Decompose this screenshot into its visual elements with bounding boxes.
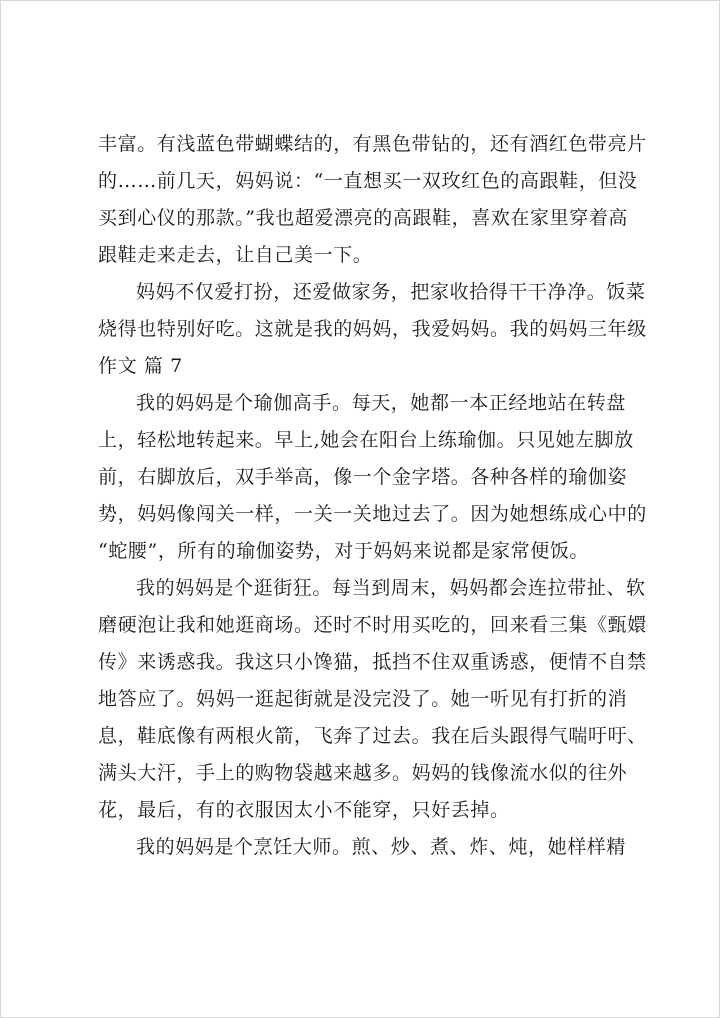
text-line: 的……前几天，妈妈说：“一直想买一双玫红色的高跟鞋，但没 — [98, 170, 638, 192]
text-line: 我的妈妈是个瑜伽高手。每天，她都一本正经地站在转盘 — [136, 392, 627, 414]
text-line: 作文 篇 7 — [98, 355, 183, 377]
text-line: 花，最后，有的衣服因太小不能穿，只好丢掉。 — [98, 799, 510, 821]
text-line: 上，轻松地转起来。早上,她会在阳台上练瑜伽。只见她左脚放 — [98, 429, 634, 451]
text-line: 息，鞋底像有两根火箭，飞奔了过去。我在后头跟得气喘吁吁、 — [98, 725, 647, 747]
text-line: 烧得也特别好吃。这就是我的妈妈，我爱妈妈。我的妈妈三年级 — [98, 318, 647, 340]
text-line: “蛇腰”，所有的瑜伽姿势，对于妈妈来说都是家常便饭。 — [98, 540, 590, 562]
text-line: 满头大汗，手上的购物袋越来越多。妈妈的钱像流水似的往外 — [98, 762, 628, 784]
text-line: 我的妈妈是个逛街狂。每当到周末，妈妈都会连拉带扯、软 — [136, 577, 646, 599]
text-line: 传》来诱惑我。我这只小馋猫，抵挡不住双重诱惑，便情不自禁 — [98, 651, 647, 673]
text-line: 磨硬泡让我和她逛商场。还时不时用买吃的，回来看三集《甄嬛 — [98, 614, 647, 636]
text-line: 妈妈不仅爱打扮，还爱做家务，把家收拾得干干净净。饭菜 — [136, 281, 646, 303]
text-line: 买到心仪的那款。”我也超爱漂亮的高跟鞋，喜欢在家里穿着高 — [98, 207, 629, 229]
text-line: 丰富。有浅蓝色带蝴蝶结的，有黑色带钻的，还有酒红色带亮片 — [98, 133, 647, 155]
text-line: 前，右脚放后，双手举高，像一个金字塔。各种各样的瑜伽姿 — [98, 466, 628, 488]
text-line: 势，妈妈像闯关一样，一关一关地过去了。因为她想练成心中的 — [98, 503, 647, 525]
document-body — [98, 126, 646, 866]
text-line: 跟鞋走来走去，让自己美一下。 — [98, 244, 373, 266]
text-line: 地答应了。妈妈一逛起街就是没完没了。她一听见有打折的消 — [98, 688, 628, 710]
text-line: 我的妈妈是个烹饪大师。煎、炒、煮、炸、炖，她样样精 — [136, 836, 627, 858]
